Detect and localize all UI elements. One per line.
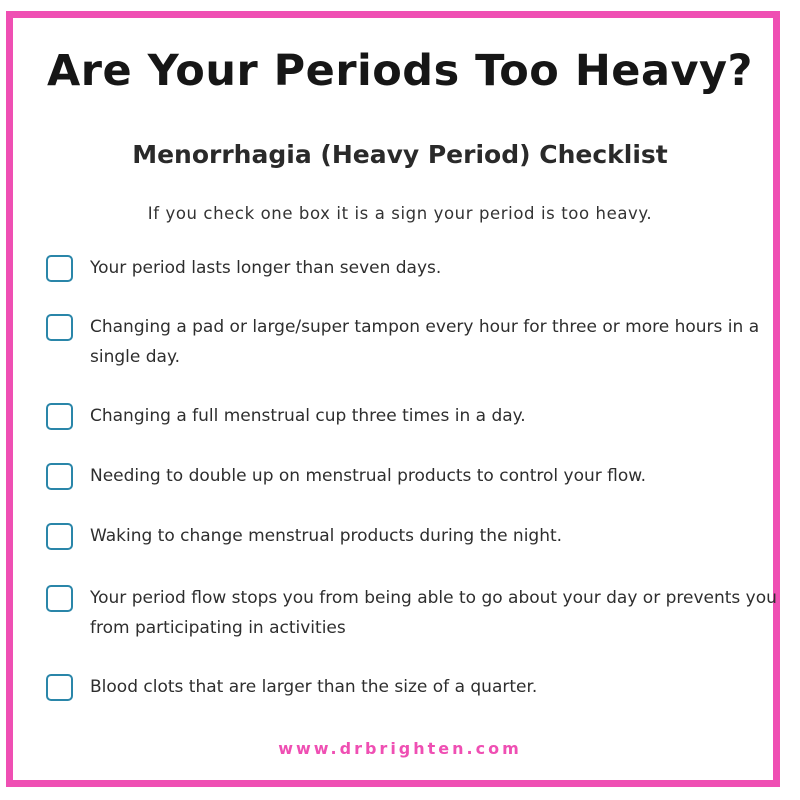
checklist-item-label: Changing a full menstrual cup three times in a day. (90, 406, 526, 426)
website-link[interactable]: www.drbrighten.com (278, 739, 522, 758)
checklist-item-label: Your period flow stops you from being able to go about your day or prevents you from participating in activities (90, 588, 777, 638)
page-title: Are Your Periods Too Heavy? (47, 46, 753, 96)
checkbox[interactable] (46, 523, 73, 550)
checklist-item-label: Needing to double up on menstrual products to control your flow. (90, 466, 647, 486)
checkbox[interactable] (46, 674, 73, 701)
checkbox[interactable] (46, 314, 73, 341)
checklist-item-label: Blood clots that are larger than the size of a quarter. (90, 677, 538, 697)
checklist-item-label: Waking to change menstrual products during the night. (90, 526, 563, 546)
checkbox[interactable] (46, 585, 73, 612)
checkbox[interactable] (46, 255, 73, 282)
checklist-item-label: Changing a pad or large/super tampon every hour for three or more hours in a single day. (90, 317, 760, 367)
pink-border-frame (6, 11, 780, 787)
instruction-text: If you check one box it is a sign your period is too heavy. (147, 204, 653, 223)
page-subtitle: Menorrhagia (Heavy Period) Checklist (132, 140, 668, 169)
checklist-item-label: Your period lasts longer than seven days. (90, 258, 442, 278)
checkbox[interactable] (46, 463, 73, 490)
checkbox[interactable] (46, 403, 73, 430)
